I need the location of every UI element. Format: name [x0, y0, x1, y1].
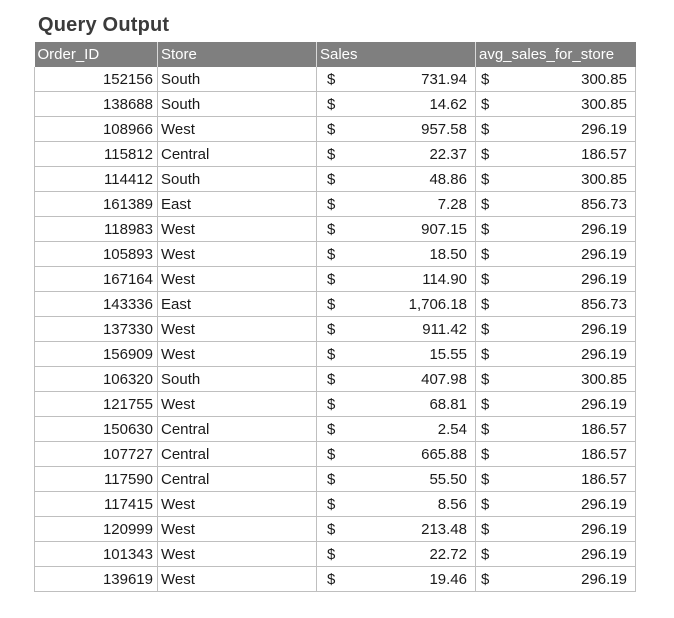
- order-id-cell[interactable]: 106320: [35, 367, 158, 392]
- avg-sales-cell[interactable]: [476, 392, 636, 417]
- currency-symbol: $: [481, 295, 490, 313]
- avg-sales-cell[interactable]: [476, 117, 636, 142]
- order-id-cell[interactable]: 137330: [35, 317, 158, 342]
- table-header: [35, 42, 636, 67]
- order-id-cell[interactable]: 101343: [35, 542, 158, 567]
- store-cell[interactable]: Central: [158, 142, 317, 167]
- currency-symbol: $: [481, 170, 490, 188]
- sales-value: 48.86: [429, 170, 467, 188]
- currency-symbol: $: [481, 145, 490, 163]
- order-id-cell[interactable]: 105893: [35, 242, 158, 267]
- table-row: [35, 442, 636, 467]
- store-cell[interactable]: Central: [158, 467, 317, 492]
- store-cell[interactable]: West: [158, 492, 317, 517]
- avg-sales-value: 296.19: [581, 395, 627, 413]
- sales-cell[interactable]: [317, 142, 476, 167]
- currency-symbol: $: [327, 320, 336, 338]
- sales-value: 911.42: [422, 320, 467, 338]
- currency-symbol: $: [327, 95, 336, 113]
- avg-sales-cell[interactable]: [476, 517, 636, 542]
- currency-symbol: $: [327, 220, 336, 238]
- store-cell[interactable]: East: [158, 192, 317, 217]
- table-row: [35, 192, 636, 217]
- table-row: [35, 167, 636, 192]
- table-row: [35, 492, 636, 517]
- sales-value: 8.56: [437, 495, 467, 513]
- sales-cell[interactable]: [317, 267, 476, 292]
- store-cell[interactable]: Central: [158, 442, 317, 467]
- table-row: [35, 567, 636, 592]
- currency-symbol: $: [481, 470, 490, 488]
- sales-value: 2.54: [437, 420, 467, 438]
- sales-value: 731.94: [421, 70, 467, 88]
- currency-symbol: $: [481, 70, 490, 88]
- table-row: [35, 242, 636, 267]
- table-row: [35, 467, 636, 492]
- avg-sales-value: 296.19: [581, 545, 627, 563]
- sales-cell[interactable]: [317, 192, 476, 217]
- sales-value: 14.62: [429, 95, 467, 113]
- avg-sales-cell[interactable]: [476, 167, 636, 192]
- sales-cell[interactable]: [317, 292, 476, 317]
- order-id-cell[interactable]: 118983: [35, 217, 158, 242]
- order-id-cell[interactable]: 143336: [35, 292, 158, 317]
- currency-symbol: $: [481, 570, 490, 588]
- header-row: [35, 42, 636, 67]
- avg-sales-value: 186.57: [581, 420, 627, 438]
- avg-sales-value: 856.73: [581, 195, 627, 213]
- sales-cell[interactable]: [317, 492, 476, 517]
- sales-value: 15.55: [429, 345, 467, 363]
- sales-value: 114.90: [422, 270, 467, 288]
- currency-symbol: $: [481, 245, 490, 263]
- avg-sales-cell[interactable]: [476, 67, 636, 92]
- avg-sales-value: 186.57: [581, 145, 627, 163]
- order-id-cell[interactable]: 107727: [35, 442, 158, 467]
- table-row: [35, 267, 636, 292]
- store-cell[interactable]: West: [158, 392, 317, 417]
- store-cell[interactable]: West: [158, 342, 317, 367]
- avg-sales-cell[interactable]: [476, 417, 636, 442]
- order-id-cell[interactable]: 121755: [35, 392, 158, 417]
- order-id-cell[interactable]: 167164: [35, 267, 158, 292]
- avg-sales-cell[interactable]: [476, 342, 636, 367]
- store-cell[interactable]: South: [158, 167, 317, 192]
- avg-sales-value: 296.19: [581, 520, 627, 538]
- avg-sales-cell[interactable]: [476, 367, 636, 392]
- currency-symbol: $: [481, 195, 490, 213]
- sales-cell[interactable]: [317, 317, 476, 342]
- sales-cell[interactable]: [317, 417, 476, 442]
- sales-value: 22.37: [429, 145, 467, 163]
- avg-sales-value: 296.19: [581, 245, 627, 263]
- store-cell[interactable]: South: [158, 367, 317, 392]
- sales-value: 68.81: [429, 395, 467, 413]
- avg-sales-cell[interactable]: [476, 217, 636, 242]
- table-row: [35, 292, 636, 317]
- table-body: [35, 67, 636, 592]
- column-header-avg-sales-for-store[interactable]: avg_sales_for_store: [476, 42, 636, 67]
- avg-sales-cell[interactable]: [476, 567, 636, 592]
- currency-symbol: $: [481, 445, 490, 463]
- table-row: [35, 217, 636, 242]
- currency-symbol: $: [327, 520, 336, 538]
- table-row: [35, 317, 636, 342]
- avg-sales-value: 186.57: [581, 470, 627, 488]
- order-id-cell[interactable]: 120999: [35, 517, 158, 542]
- currency-symbol: $: [327, 170, 336, 188]
- avg-sales-value: 300.85: [581, 170, 627, 188]
- table-row: [35, 92, 636, 117]
- table-row: [35, 392, 636, 417]
- order-id-cell[interactable]: 156909: [35, 342, 158, 367]
- order-id-cell[interactable]: 150630: [35, 417, 158, 442]
- table-row: [35, 542, 636, 567]
- currency-symbol: $: [327, 370, 336, 388]
- avg-sales-cell[interactable]: [476, 192, 636, 217]
- order-id-cell[interactable]: 114412: [35, 167, 158, 192]
- order-id-cell[interactable]: 115812: [35, 142, 158, 167]
- store-cell[interactable]: South: [158, 92, 317, 117]
- query-output-table: [34, 42, 636, 592]
- store-cell[interactable]: West: [158, 117, 317, 142]
- store-cell[interactable]: West: [158, 317, 317, 342]
- column-header-sales[interactable]: Sales: [317, 42, 476, 67]
- sales-cell[interactable]: [317, 392, 476, 417]
- sales-value: 55.50: [429, 470, 467, 488]
- column-header-store[interactable]: Store: [158, 42, 317, 67]
- table-row: [35, 517, 636, 542]
- table-row: [35, 142, 636, 167]
- order-id-cell[interactable]: 139619: [35, 567, 158, 592]
- avg-sales-cell[interactable]: [476, 542, 636, 567]
- order-id-cell[interactable]: 161389: [35, 192, 158, 217]
- currency-symbol: $: [327, 145, 336, 163]
- avg-sales-cell[interactable]: [476, 142, 636, 167]
- sales-cell[interactable]: [317, 167, 476, 192]
- avg-sales-value: 296.19: [581, 320, 627, 338]
- store-cell[interactable]: West: [158, 217, 317, 242]
- column-header-order-id[interactable]: Order_ID: [35, 42, 158, 67]
- avg-sales-value: 296.19: [581, 570, 627, 588]
- avg-sales-value: 300.85: [581, 95, 627, 113]
- store-cell[interactable]: West: [158, 267, 317, 292]
- sales-value: 18.50: [429, 245, 467, 263]
- avg-sales-value: 300.85: [581, 370, 627, 388]
- sales-cell[interactable]: [317, 517, 476, 542]
- avg-sales-cell[interactable]: [476, 442, 636, 467]
- currency-symbol: $: [481, 420, 490, 438]
- currency-symbol: $: [327, 195, 336, 213]
- avg-sales-cell[interactable]: [476, 317, 636, 342]
- avg-sales-value: 296.19: [581, 270, 627, 288]
- store-cell[interactable]: East: [158, 292, 317, 317]
- currency-symbol: $: [327, 70, 336, 88]
- avg-sales-value: 856.73: [581, 295, 627, 313]
- table-row: [35, 117, 636, 142]
- currency-symbol: $: [481, 345, 490, 363]
- store-cell[interactable]: South: [158, 67, 317, 92]
- currency-symbol: $: [481, 95, 490, 113]
- sales-value: 1,706.18: [408, 295, 467, 313]
- currency-symbol: $: [327, 120, 336, 138]
- sales-value: 407.98: [421, 370, 467, 388]
- avg-sales-cell[interactable]: [476, 267, 636, 292]
- currency-symbol: $: [327, 495, 336, 513]
- currency-symbol: $: [481, 270, 490, 288]
- sales-value: 907.15: [421, 220, 467, 238]
- sales-cell[interactable]: [317, 217, 476, 242]
- currency-symbol: $: [327, 270, 336, 288]
- currency-symbol: $: [327, 245, 336, 263]
- avg-sales-value: 296.19: [581, 495, 627, 513]
- store-cell[interactable]: Central: [158, 417, 317, 442]
- table-row: [35, 367, 636, 392]
- order-id-cell[interactable]: 138688: [35, 92, 158, 117]
- store-cell[interactable]: West: [158, 542, 317, 567]
- table-row: [35, 417, 636, 442]
- order-id-cell[interactable]: 108966: [35, 117, 158, 142]
- sales-cell[interactable]: [317, 442, 476, 467]
- currency-symbol: $: [327, 420, 336, 438]
- order-id-cell[interactable]: 117415: [35, 492, 158, 517]
- avg-sales-cell[interactable]: [476, 292, 636, 317]
- currency-symbol: $: [481, 320, 490, 338]
- avg-sales-value: 296.19: [581, 120, 627, 138]
- sales-cell[interactable]: [317, 342, 476, 367]
- currency-symbol: $: [481, 370, 490, 388]
- store-cell[interactable]: West: [158, 567, 317, 592]
- sales-value: 665.88: [421, 445, 467, 463]
- store-cell[interactable]: West: [158, 242, 317, 267]
- currency-symbol: $: [327, 395, 336, 413]
- sales-cell[interactable]: [317, 242, 476, 267]
- order-id-cell[interactable]: 117590: [35, 467, 158, 492]
- avg-sales-value: 296.19: [581, 220, 627, 238]
- currency-symbol: $: [481, 220, 490, 238]
- currency-symbol: $: [481, 545, 490, 563]
- currency-symbol: $: [327, 345, 336, 363]
- sales-value: 22.72: [429, 545, 467, 563]
- sales-cell[interactable]: [317, 567, 476, 592]
- store-cell[interactable]: West: [158, 517, 317, 542]
- sales-cell[interactable]: [317, 117, 476, 142]
- table-row: [35, 67, 636, 92]
- sales-cell[interactable]: [317, 542, 476, 567]
- order-id-cell[interactable]: 152156: [35, 67, 158, 92]
- avg-sales-value: 300.85: [581, 70, 627, 88]
- currency-symbol: $: [327, 445, 336, 463]
- currency-symbol: $: [481, 395, 490, 413]
- sales-cell[interactable]: [317, 92, 476, 117]
- sales-cell[interactable]: [317, 467, 476, 492]
- sales-cell[interactable]: [317, 367, 476, 392]
- sales-value: 19.46: [429, 570, 467, 588]
- avg-sales-cell[interactable]: [476, 492, 636, 517]
- avg-sales-value: 186.57: [581, 445, 627, 463]
- avg-sales-cell[interactable]: [476, 467, 636, 492]
- avg-sales-cell[interactable]: [476, 92, 636, 117]
- table-row: [35, 342, 636, 367]
- currency-symbol: $: [327, 570, 336, 588]
- avg-sales-cell[interactable]: [476, 242, 636, 267]
- table-title: Query Output: [38, 14, 170, 36]
- currency-symbol: $: [327, 295, 336, 313]
- sales-value: 7.28: [437, 195, 467, 213]
- currency-symbol: $: [481, 120, 490, 138]
- currency-symbol: $: [481, 495, 490, 513]
- currency-symbol: $: [481, 520, 490, 538]
- sales-cell[interactable]: [317, 67, 476, 92]
- currency-symbol: $: [327, 545, 336, 563]
- currency-symbol: $: [327, 470, 336, 488]
- sales-value: 213.48: [421, 520, 467, 538]
- sales-value: 957.58: [421, 120, 467, 138]
- avg-sales-value: 296.19: [581, 345, 627, 363]
